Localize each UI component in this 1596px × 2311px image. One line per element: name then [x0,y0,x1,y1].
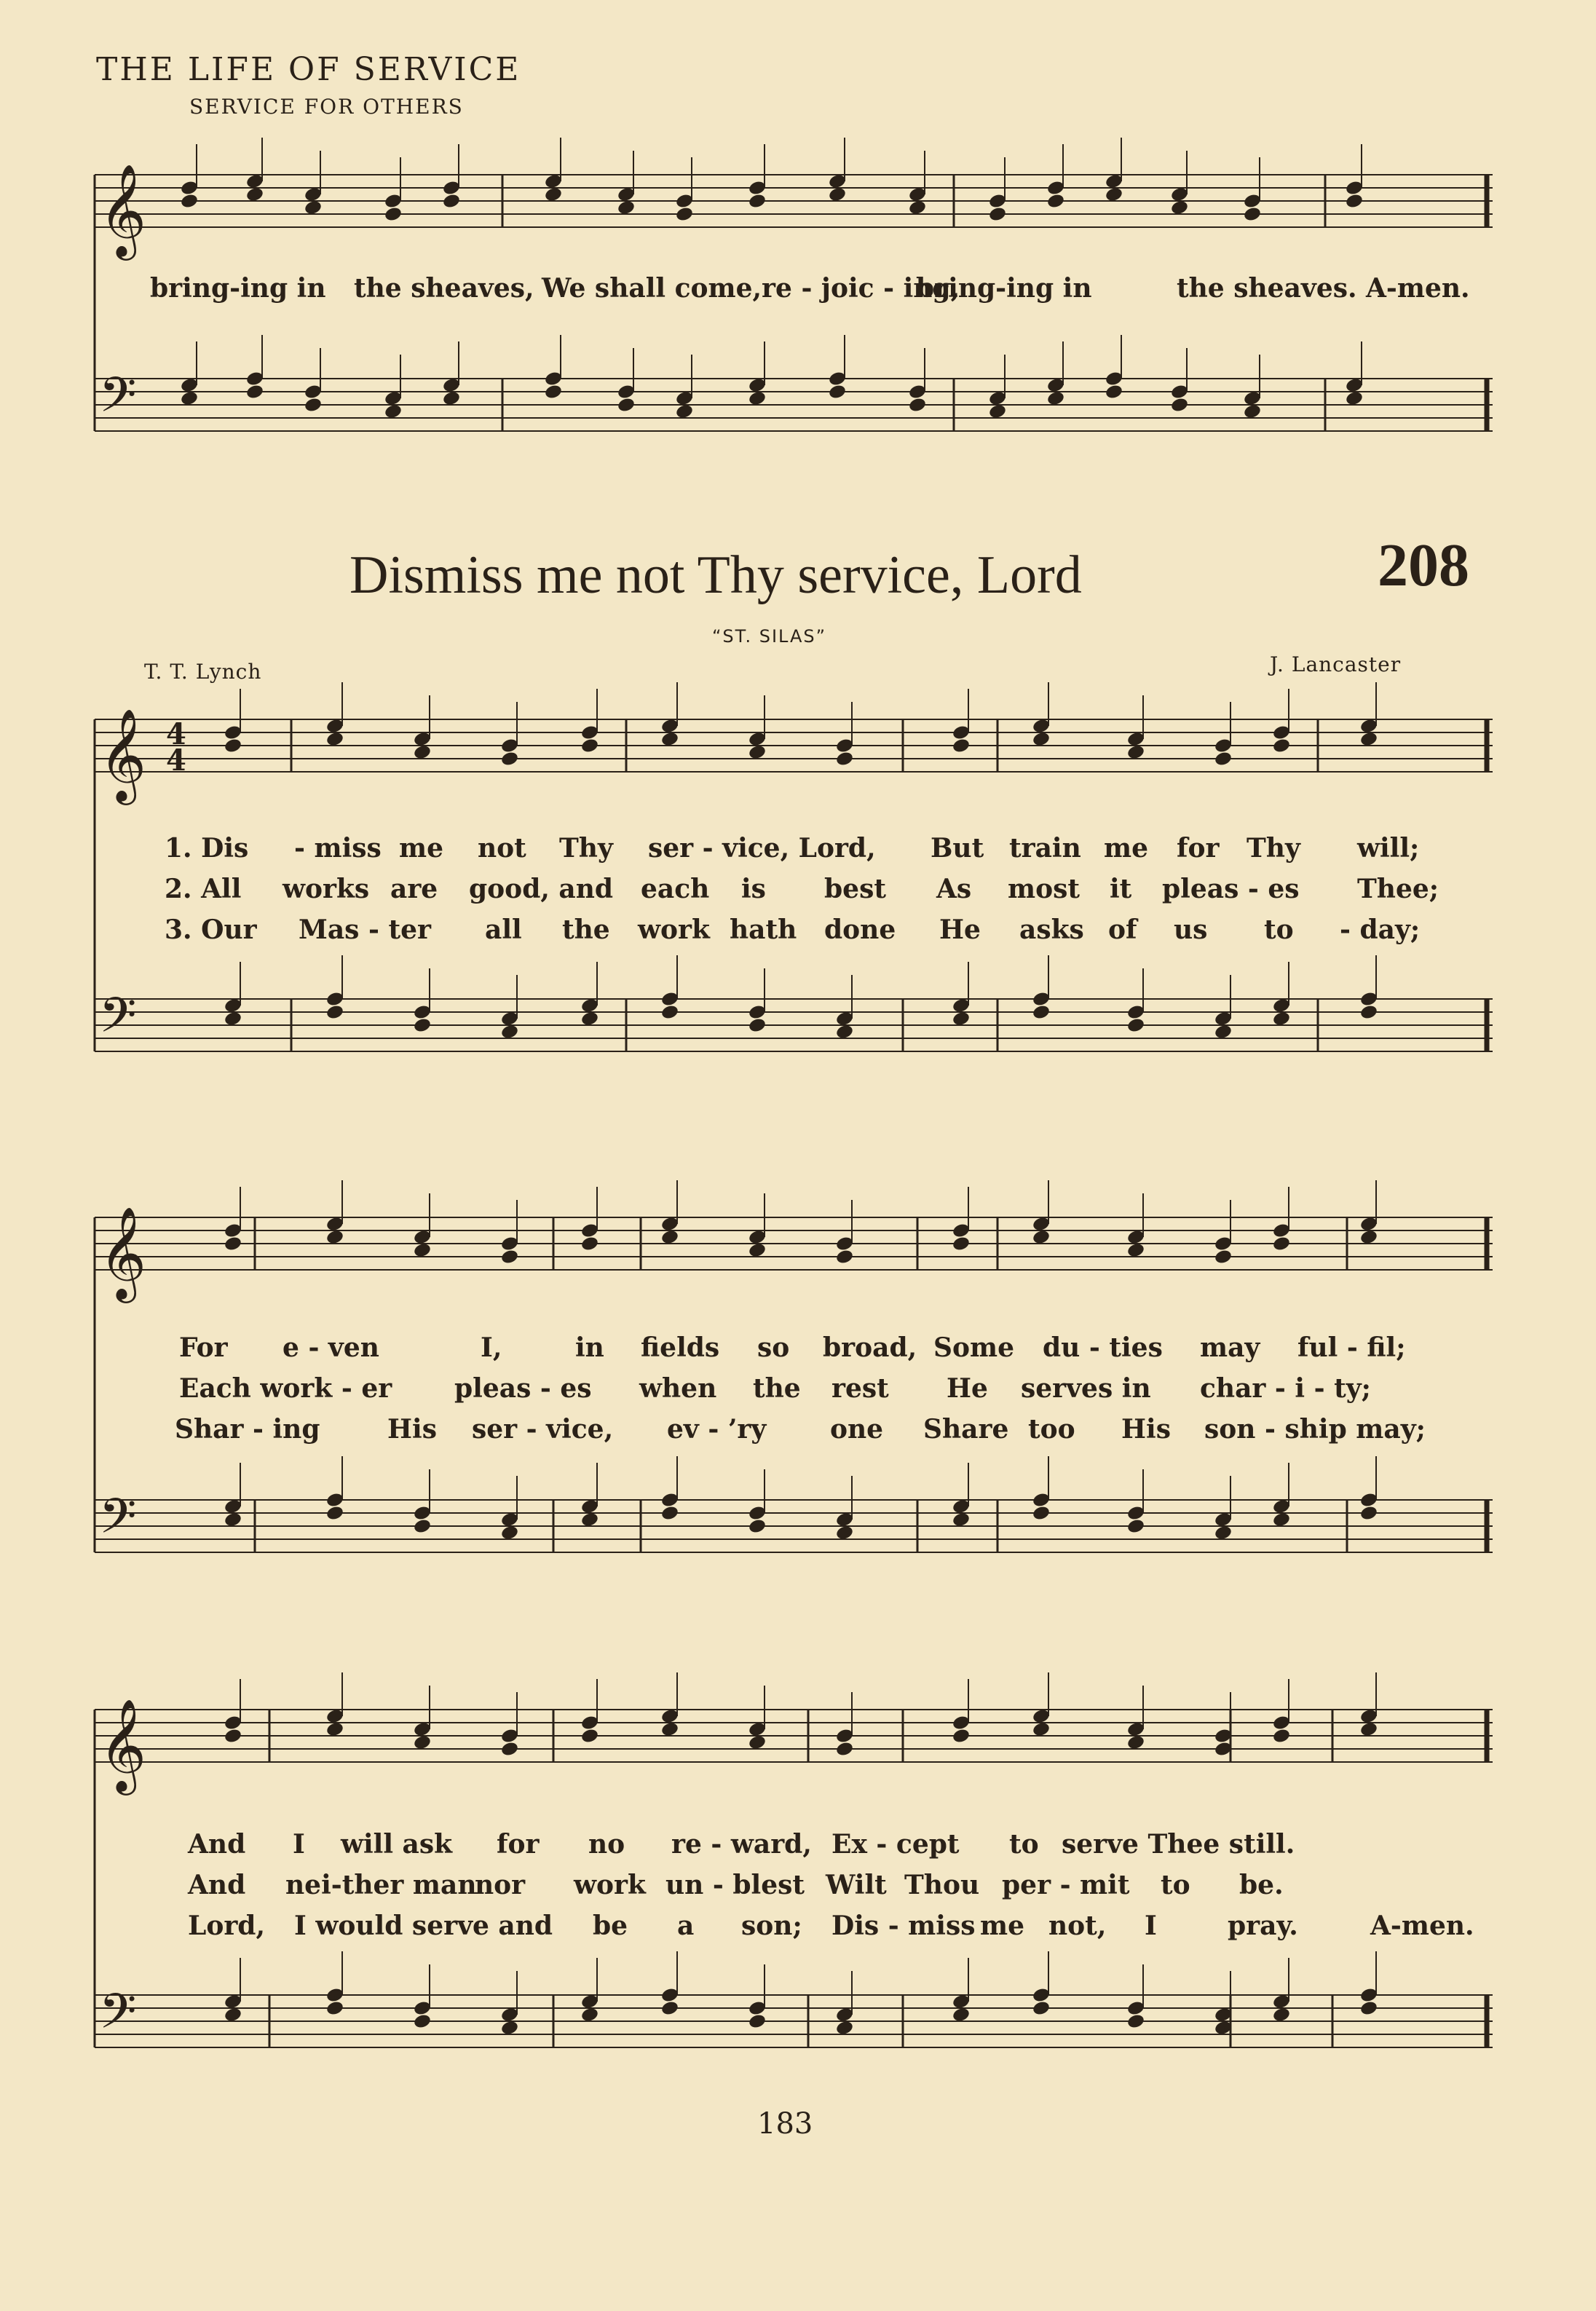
note-head [325,1505,344,1522]
note-head [617,200,636,216]
lyric-word: son; [741,1911,802,1941]
note-head [1359,1505,1378,1522]
note-head [413,2013,432,2030]
lyric-word: Thee; [1357,874,1439,904]
note-head [988,403,1007,420]
note-head [1170,200,1189,216]
lyric-word: du - ties [1043,1332,1163,1363]
lyric-word: so [757,1332,790,1363]
note-head [580,1728,599,1745]
section-title: THE LIFE OF SERVICE [96,51,521,88]
note-head [908,397,927,414]
lyric-word: us [1174,914,1208,945]
lyric-word: serve Thee still. [1062,1829,1295,1860]
bass-clef-icon: 𝄢 [99,1983,137,2051]
note-head [748,744,767,761]
note-head [413,1242,432,1259]
lyric-word: asks [1019,914,1084,945]
note-head [835,1024,854,1040]
lyric-word: per - mit [1002,1870,1130,1900]
note-head [1032,1505,1051,1522]
lyric-word: But [931,833,984,864]
lyric-word: serves in [1021,1373,1151,1404]
note-head [748,1017,767,1034]
note-head [835,751,854,767]
note-head [1170,397,1189,414]
treble-clef-icon: 𝄞 [99,1698,147,1791]
note-head [413,1734,432,1751]
lyric-word: for [497,1829,540,1860]
note-head [580,1011,599,1027]
lyric-word: pray. [1228,1911,1298,1941]
note-head [1126,1518,1145,1535]
lyric-word: He [939,914,981,945]
lyric-word: best [824,874,886,904]
note-head [748,2013,767,2030]
lyric-word: His [387,1414,437,1445]
note-head [1126,1242,1145,1259]
note-head [1105,384,1123,400]
lyric-word: to [1161,1870,1190,1900]
lyric-word: no [588,1829,625,1860]
note-head [500,751,519,767]
hymn-author: T. T. Lynch [144,660,262,684]
note-head [617,397,636,414]
lyric-word: in [575,1332,604,1363]
note-head [1272,2007,1291,2023]
lyric-word: Wilt [826,1870,887,1900]
lyric-word: un - blest [665,1870,805,1900]
lyric-word: ser - vice, Lord, [648,833,876,864]
note-head [748,390,767,407]
note-head [1032,731,1051,748]
note-head [952,1236,971,1252]
lyric-word: for [1177,833,1220,864]
note-head [1272,1236,1291,1252]
note-head [384,206,403,223]
note-head [500,1249,519,1265]
note-head [1214,1249,1233,1265]
lyric-word: Thy [559,833,613,864]
lyric-word: not, [1048,1911,1107,1941]
lyric-word: bring-ing in [150,273,326,304]
note-head [224,1236,242,1252]
lyric-word: is [741,874,766,904]
lyric-word: Shar - ing [175,1414,320,1445]
lyric-word: hath [730,914,797,945]
note-head [580,738,599,754]
lyric-word: me [399,833,443,864]
lyric-word: most [1008,874,1080,904]
lyric-word: 2. All [165,874,242,904]
lyric-word: be. [1239,1870,1284,1900]
lyric-word: broad, [823,1332,917,1363]
note-head [224,1728,242,1745]
note-head [325,2000,344,2017]
note-head [224,1011,242,1027]
lyric-word: when [639,1373,717,1404]
lyric-word: works [283,874,370,904]
lyric-word: it [1110,874,1132,904]
lyric-word: I, [481,1332,502,1363]
lyric-word: a [677,1911,695,1941]
note-head [1359,1004,1378,1021]
note-head [835,1741,854,1758]
note-head [1345,390,1364,407]
lyric-word: A-men. [1370,1911,1474,1941]
lyric-word: may [1200,1332,1260,1363]
note-head [1032,1721,1051,1738]
note-head [952,2007,971,2023]
hymn-composer: J. Lancaster [1270,652,1402,676]
note-head [828,384,847,400]
lyric-word: Mas - ter [299,914,431,945]
lyric-word: For [179,1332,228,1363]
lyric-word: work [638,914,710,945]
note-head [325,1004,344,1021]
note-head [1359,1721,1378,1738]
note-head [245,384,264,400]
note-head [1272,1011,1291,1027]
lyric-word: of [1108,914,1137,945]
treble-clef-icon: 𝄞 [99,1206,147,1299]
note-head [413,1518,432,1535]
lyric-word: re - ward, [671,1829,812,1860]
note-head [304,397,323,414]
note-head [500,2020,519,2037]
lyric-word: ser - vice, [472,1414,614,1445]
note-head [675,206,694,223]
note-head [1032,1004,1051,1021]
bass-clef-icon: 𝄢 [99,1488,137,1556]
note-head [1272,1512,1291,1528]
lyric-word: And [188,1870,246,1900]
lyric-word: Ex - cept [831,1829,960,1860]
treble-clef-icon: 𝄞 [99,163,147,256]
lyric-word: As [936,874,972,904]
lyric-word: to [1009,1829,1039,1860]
note-head [1126,2013,1145,2030]
lyric-word: Each work - er [179,1373,392,1404]
lyric-word: - miss [294,833,382,864]
lyric-word: I [293,1829,305,1860]
time-signature-icon: 4 [166,717,186,751]
lyric-word: Thy [1247,833,1300,864]
lyric-word: will ask [341,1829,453,1860]
lyric-word: work [574,1870,646,1900]
note-head [1272,738,1291,754]
lyric-word: I would serve and [294,1911,553,1941]
note-head [660,1721,679,1738]
lyric-word: Share [923,1414,1009,1445]
bass-clef-icon: 𝄢 [99,367,137,435]
bass-clef-icon: 𝄢 [99,987,137,1055]
lyric-word: We shall come,re - joic - ing, [542,273,960,304]
note-head [180,193,199,210]
lyric-word: - day; [1340,914,1421,945]
note-head [180,390,199,407]
note-head [1126,1017,1145,1034]
note-head [1105,186,1123,203]
note-head [544,384,563,400]
lyric-word: each [641,874,710,904]
lyric-word: not [478,833,526,864]
note-head [1243,403,1262,420]
lyric-word: fields [641,1332,720,1363]
note-head [500,1741,519,1758]
treble-clef-icon: 𝄞 [99,708,147,801]
note-head [908,200,927,216]
note-head [442,193,461,210]
lyric-word: train [1009,833,1081,864]
lyric-word: me [1104,833,1148,864]
note-head [660,731,679,748]
lyric-word: pleas - es [1162,874,1300,904]
lyric-word: Thou [904,1870,980,1900]
note-head [952,1728,971,1745]
note-head [224,738,242,754]
note-head [580,2007,599,2023]
note-head [748,1242,767,1259]
note-head [1359,731,1378,748]
lyric-word: Some [933,1332,1015,1363]
lyric-word: done [824,914,896,945]
lyric-word: nei-ther man [285,1870,477,1900]
note-head [442,390,461,407]
note-head [580,1236,599,1252]
note-head [224,1512,242,1528]
note-head [748,1734,767,1751]
note-head [988,206,1007,223]
note-head [245,186,264,203]
note-head [660,1229,679,1246]
lyric-word: e - ven [283,1332,379,1363]
note-head [1032,2000,1051,2017]
note-head [1214,1024,1233,1040]
note-head [660,2000,679,2017]
note-head [835,2020,854,2037]
note-head [1359,1229,1378,1246]
note-head [384,403,403,420]
lyric-word: His [1121,1414,1171,1445]
note-head [500,1024,519,1040]
note-head [325,1721,344,1738]
time-signature-icon: 4 [166,743,186,778]
lyric-word: are [390,874,438,904]
note-head [1046,390,1065,407]
lyric-word: I [1145,1911,1157,1941]
lyric-word: ful - fil; [1297,1332,1406,1363]
lyric-word: nor [475,1870,526,1900]
lyric-word: rest [831,1373,889,1404]
lyric-word: will; [1357,833,1420,864]
lyric-word: ev - ’ry [667,1414,767,1445]
note-head [660,1004,679,1021]
lyric-word: be [593,1911,628,1941]
note-head [952,1512,971,1528]
note-head [325,1229,344,1246]
note-head [580,1512,599,1528]
lyric-word: good, and [469,874,614,904]
lyric-word: to [1264,914,1294,945]
note-head [952,738,971,754]
lyric-word: He [947,1373,988,1404]
note-head [828,186,847,203]
lyric-word: me [980,1911,1024,1941]
lyric-word: son - ship may; [1204,1414,1426,1445]
note-head [1243,206,1262,223]
note-head [835,1249,854,1265]
tune-name: “ST. SILAS” [712,626,827,647]
lyric-word: 1. Dis [165,833,249,864]
note-head [304,200,323,216]
note-head [1214,751,1233,767]
note-head [1046,193,1065,210]
note-head [325,731,344,748]
lyric-word: too [1028,1414,1075,1445]
note-head [413,1017,432,1034]
note-head [675,403,694,420]
hymn-number: 208 [1378,532,1469,599]
lyric-word: the [562,914,610,945]
lyric-word: all [485,914,522,945]
note-head [1032,1229,1051,1246]
lyric-word: char - i - ty; [1200,1373,1371,1404]
note-head [748,193,767,210]
note-head [952,1011,971,1027]
hymn-title: Dismiss me not Thy service, Lord [349,545,1082,605]
lyric-word: bring-ing in [916,273,1092,304]
note-head [413,744,432,761]
page-number: 183 [757,2107,813,2141]
note-head [1126,744,1145,761]
note-head [224,2007,242,2023]
lyric-word: the [753,1373,801,1404]
note-head [544,186,563,203]
note-head [1214,1525,1233,1541]
note-head [1272,1728,1291,1745]
note-head [1345,193,1364,210]
lyric-word: A-men. [1366,273,1470,304]
lyric-word: 3. Our [165,914,257,945]
lyric-word: Lord, [188,1911,265,1941]
note-head [660,1505,679,1522]
lyric-word: the sheaves, [354,273,534,304]
note-head [835,1525,854,1541]
note-head [1359,2000,1378,2017]
note-head [1126,1734,1145,1751]
note-head [748,1518,767,1535]
lyric-word: one [830,1414,884,1445]
lyric-word: Dis - miss [831,1911,976,1941]
lyric-word: And [188,1829,246,1860]
section-subtitle: SERVICE FOR OTHERS [189,95,464,119]
lyric-word: the sheaves. [1177,273,1357,304]
lyric-word: pleas - es [454,1373,592,1404]
note-head [500,1525,519,1541]
